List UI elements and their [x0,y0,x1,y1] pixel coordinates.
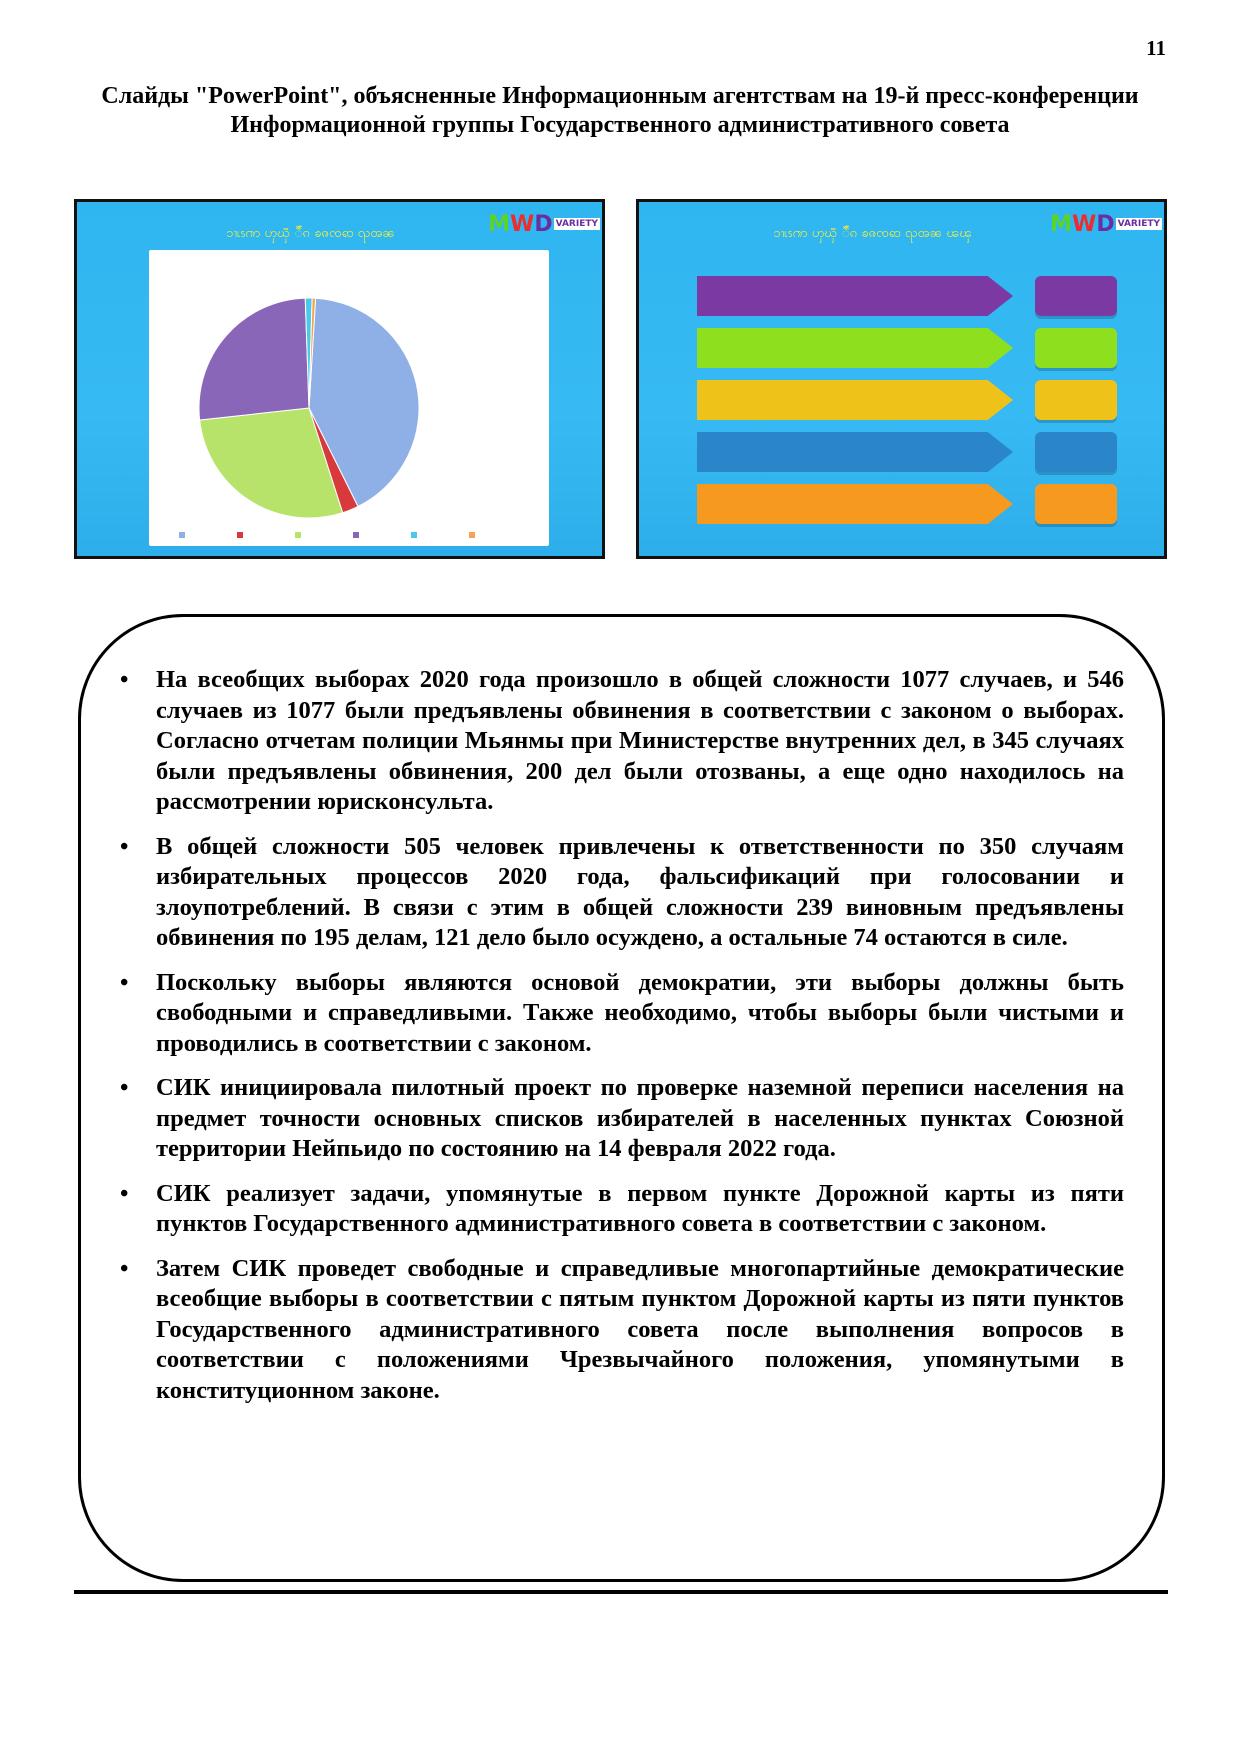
bullet-item [108,1254,1124,1407]
page-number: 11 [1146,36,1166,60]
mwd-logo: M W D VARIETY [1050,211,1160,237]
legend-marker-3 [295,532,301,538]
bullet-text: СИК инициировала пилотный проект по проверке наземной переписи населения на предмет точности основных списков избирателей в населенных пунктах Союзной территории Нейпьидо по состоянию на 14 февраля 2022 года. [156,1074,1124,1162]
bullet-text: В общей сложности 505 человек привлечены к ответственности по 350 случаям избирательных процессов 2020 года, фальсификаций при голосовании и злоупотреблений. В связи с этим в общей сложности 239 виновным предъявлены обвинения по 195 делам, 121 дело было осуждено, а остальные 74 остаются в силе. [156,832,1124,951]
slide-heading-left: ၥၫၬၭၮ ၯၰၱ ၲၳၴၵ ၶၷၸၹ ၺၻၼ [226,226,395,241]
slide-heading-right: ၥၫၬၭၮ ၯၰၱ ၲၳၴၵ ၶၷၸၹ ၺၻၼ ၽၾ [773,226,972,241]
bullet-text: На всеобщих выборах 2020 года произошло в общей сложности 1077 случаев, и 546 случаев из 1077 были предъявлены обвинения в соответствии с законом о выборах. Согласно отчетам полиции Мьянмы при Министерстве внутренних дел, в 345 случаях были предъявлены обвинения, 200 дел были отозваны, а еще одно находилось на рассмотрении юрисконсульта. [156,666,1124,815]
legend-marker-2 [237,532,243,538]
bullet-dot: • [120,667,129,693]
bullet-dot: • [120,833,129,860]
bullet-text: Поскольку выборы являются основой демократии, эти выборы должны быть свободными и справедливыми. Также необходимо, чтобы выборы были чистыми и проводились в соответствии с законом. [156,968,1124,1057]
pie-chart-card [149,250,549,546]
case-arrow-1 [697,276,1013,316]
pie-chart [149,250,549,546]
bullet-item [108,665,1124,818]
bullet-dot: • [120,1255,129,1282]
case-arrow-4 [697,432,1013,472]
bullet-text: Затем СИК проведет свободные и справедливые многопартийные демократические всеобщие выборы в соответствии с пятым пунктом Дорожной карты из пяти пунктов Государственного административного совета после выполнения вопросов в соответствии с положениями Чрезвычайного положения, упомянутыми в конституционном законе. [156,1254,1124,1404]
document-title: Слайды "PowerPoint", объясненные Информационным агентствам на 19-й пресс-конференции Информационной группы Государственного административного совета [101,83,1139,138]
legend-marker-5 [411,532,417,538]
case-value-5 [1035,484,1117,524]
case-arrow-2 [697,328,1013,368]
pie-slice-4 [199,298,309,420]
slide-pie-chart [74,199,605,559]
bullet-dot: • [120,1075,129,1101]
slide-case-summary [636,199,1167,559]
case-value-1 [1035,276,1117,316]
bullet-list [108,665,1124,1420]
bullet-item [108,1073,1124,1165]
mwd-logo: M W D VARIETY [488,211,598,237]
legend-marker-4 [353,532,359,538]
bottom-rule [74,1590,1168,1594]
legend-marker-6 [469,532,475,538]
legend-marker-1 [179,532,185,538]
case-value-4 [1035,432,1117,472]
case-value-2 [1035,328,1117,368]
bullet-item [108,1179,1124,1240]
bullet-item [108,968,1124,1060]
bullet-dot: • [120,1180,129,1207]
case-arrow-5 [697,484,1013,524]
bullet-item [108,832,1124,954]
case-value-3 [1035,380,1117,420]
bullet-text: СИК реализует задачи, упомянутые в первом пункте Дорожной карты из пяти пунктов Государственного административного совета в соответствии с законом. [156,1179,1124,1237]
bullet-dot: • [120,969,129,996]
case-arrow-3 [697,380,1013,420]
